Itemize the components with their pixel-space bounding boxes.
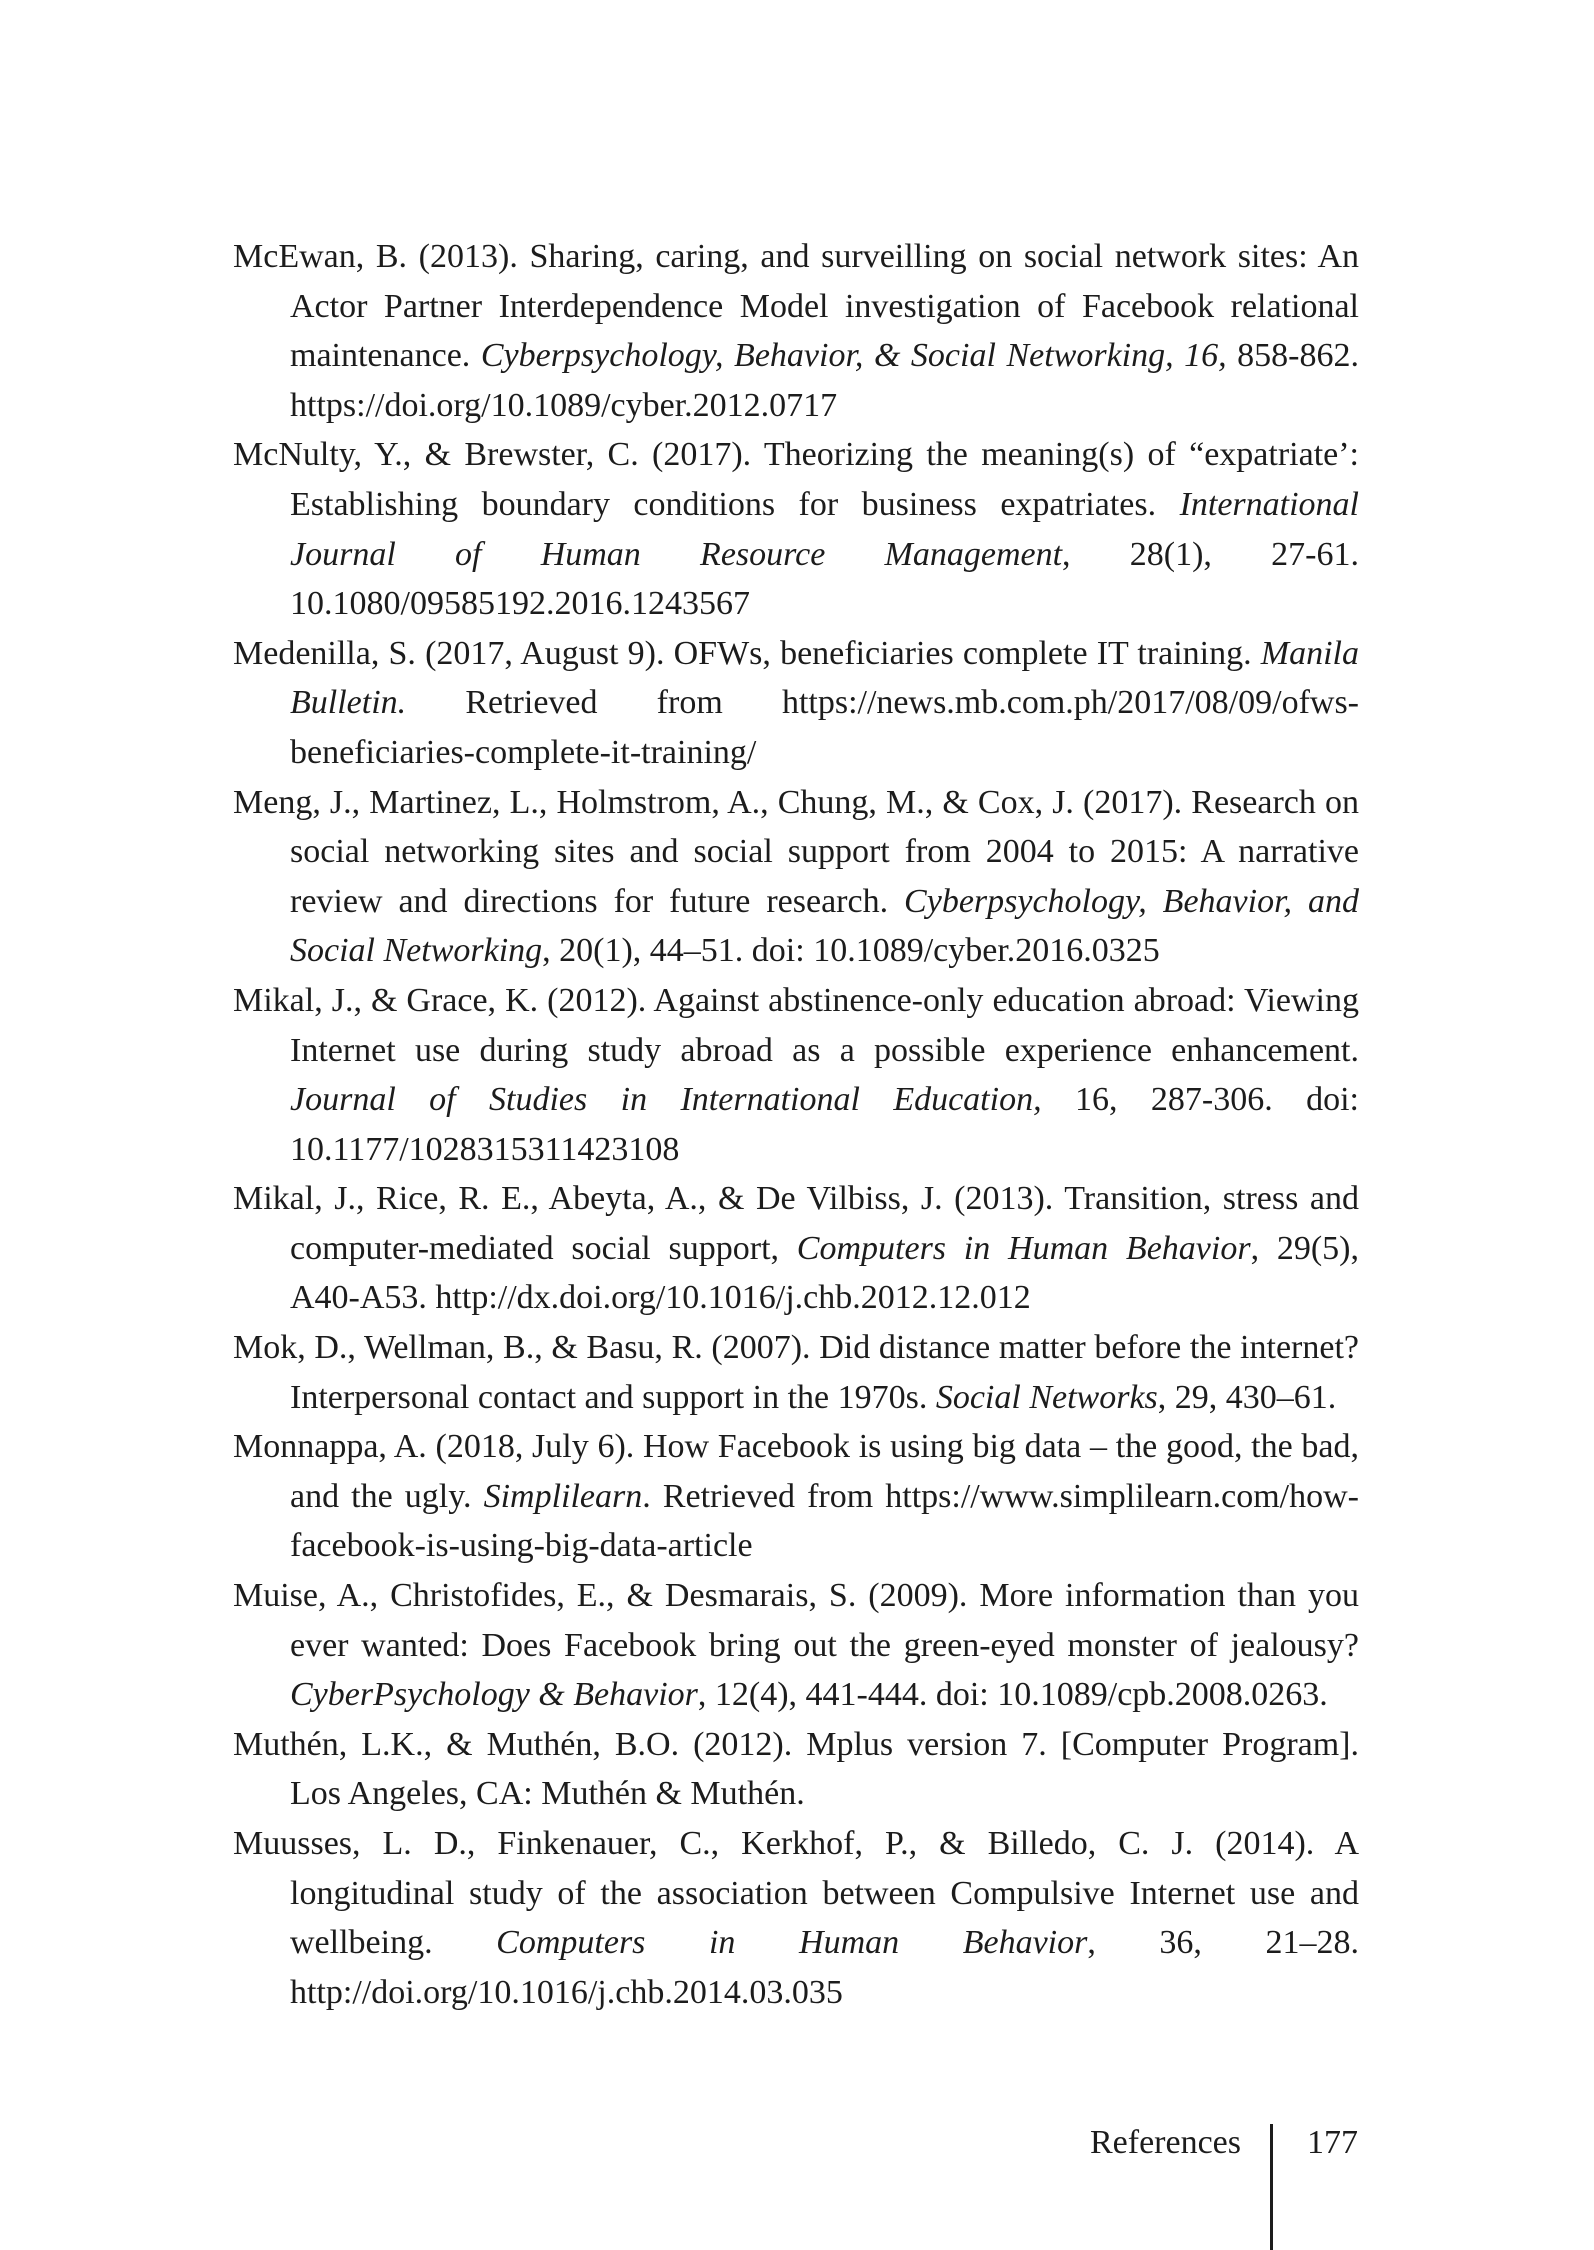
reference-source: Simplilearn (483, 1477, 643, 1515)
reference-details: , 20(1), 44–51. doi: 10.1089/cyber.2016.0325 (542, 932, 1160, 970)
reference-entry (233, 1720, 1359, 1819)
reference-entry (233, 232, 1359, 430)
reference-source: Journal of Studies in International Education, (290, 1081, 1042, 1119)
reference-details: 16, 287-306. doi: 10.1177/1028315311423108 (290, 1081, 1359, 1168)
reference-entry (233, 1422, 1359, 1571)
reference-details: , 29, 430–61. (1157, 1378, 1337, 1416)
reference-source: CyberPsychology & Behavior (290, 1676, 698, 1714)
reference-text: Muusses, L. D., Finkenauer, C., Kerkhof, P., & Billedo, C. J. (2014). A longitudinal study of the association between Compulsive Internet use and wellbeing. (233, 1825, 1359, 1962)
reference-source: International Journal of Human Resource Management (290, 485, 1359, 573)
reference-text: Mikal, J., Rice, R. E., Abeyta, A., & De Vilbiss, J. (2013). Transition, stress and computer-mediated social support, (233, 1180, 1359, 1267)
reference-entry (233, 1174, 1359, 1323)
reference-source: Cyberpsychology, Behavior, & Social Networking, 16, (480, 337, 1227, 375)
reference-list (233, 232, 1359, 2017)
reference-details: . Retrieved from https://www.simplilearn.com/how-facebook-is-using-big-data-article (290, 1477, 1359, 1565)
reference-details: 858-862. https://doi.org/10.1089/cyber.2012.0717 (290, 337, 1359, 424)
reference-source: Computers in Human Behavior (796, 1229, 1251, 1267)
footer-divider (1270, 2124, 1273, 2250)
reference-details: Retrieved from https://news.mb.com.ph/2017/08/09/ofws-beneficiaries-complete-it-training/ (290, 684, 1359, 771)
reference-text: Muthén, L.K., & Muthén, B.O. (2012). Mplus version 7. [Computer Program]. Los Angeles, CA: Muthén & Muthén. (233, 1725, 1359, 1813)
reference-source: Manila Bulletin. (290, 634, 1359, 722)
reference-text: Monnappa, A. (2018, July 6). How Facebook is using big data – the good, the bad, and the ugly. (233, 1428, 1359, 1515)
running-footer-section: References (1089, 2124, 1241, 2161)
reference-text: Meng, J., Martinez, L., Holmstrom, A., Chung, M., & Cox, J. (2017). Research on social networking sites and social support from 2004 to 2015: A narrative review and directions for future research. (233, 783, 1359, 920)
reference-text: Mikal, J., & Grace, K. (2012). Against abstinence-only education abroad: Viewing Internet use during study abroad as a possible experience enhancement. (233, 981, 1359, 1069)
reference-details: , 36, 21–28. http://doi.org/10.1016/j.chb.2014.03.035 (290, 1924, 1360, 2011)
reference-details: , 28(1), 27-61. 10.1080/09585192.2016.1243567 (290, 535, 1359, 623)
page-number: 177 (1307, 2124, 1358, 2161)
reference-entry (233, 976, 1359, 1174)
reference-source: Cyberpsychology, Behavior, and Social Networking (290, 882, 1360, 970)
reference-entry (233, 430, 1359, 628)
reference-details: , 29(5), A40-A53. http://dx.doi.org/10.1016/j.chb.2012.12.012 (290, 1229, 1359, 1317)
reference-entry (233, 778, 1359, 976)
reference-entry (233, 1571, 1359, 1720)
reference-source: Social Networks (935, 1378, 1158, 1416)
reference-entry (233, 629, 1359, 778)
reference-entry (233, 1819, 1359, 2017)
reference-text: Mok, D., Wellman, B., & Basu, R. (2007). Did distance matter before the internet? Interpersonal contact and support in the 1970s. (233, 1329, 1359, 1416)
reference-text: Muise, A., Christofides, E., & Desmarais, S. (2009). More information than you ever wanted: Does Facebook bring out the green-eyed monster of jealousy? (233, 1577, 1359, 1664)
reference-source: Computers in Human Behavior (496, 1924, 1088, 1962)
reference-text: Medenilla, S. (2017, August 9). OFWs, beneficiaries complete IT training. (233, 634, 1261, 672)
reference-text: McNulty, Y., & Brewster, C. (2017). Theorizing the meaning(s) of “expatriate’: Establishing boundary conditions for business expatriates. (233, 436, 1359, 523)
reference-text: McEwan, B. (2013). Sharing, caring, and surveilling on social network sites: An Actor Partner Interdependence Model investigation of Facebook relational maintenance. (233, 238, 1359, 375)
reference-entry (233, 1323, 1359, 1422)
reference-details: , 12(4), 441-444. doi: 10.1089/cpb.2008.0263. (697, 1676, 1328, 1714)
